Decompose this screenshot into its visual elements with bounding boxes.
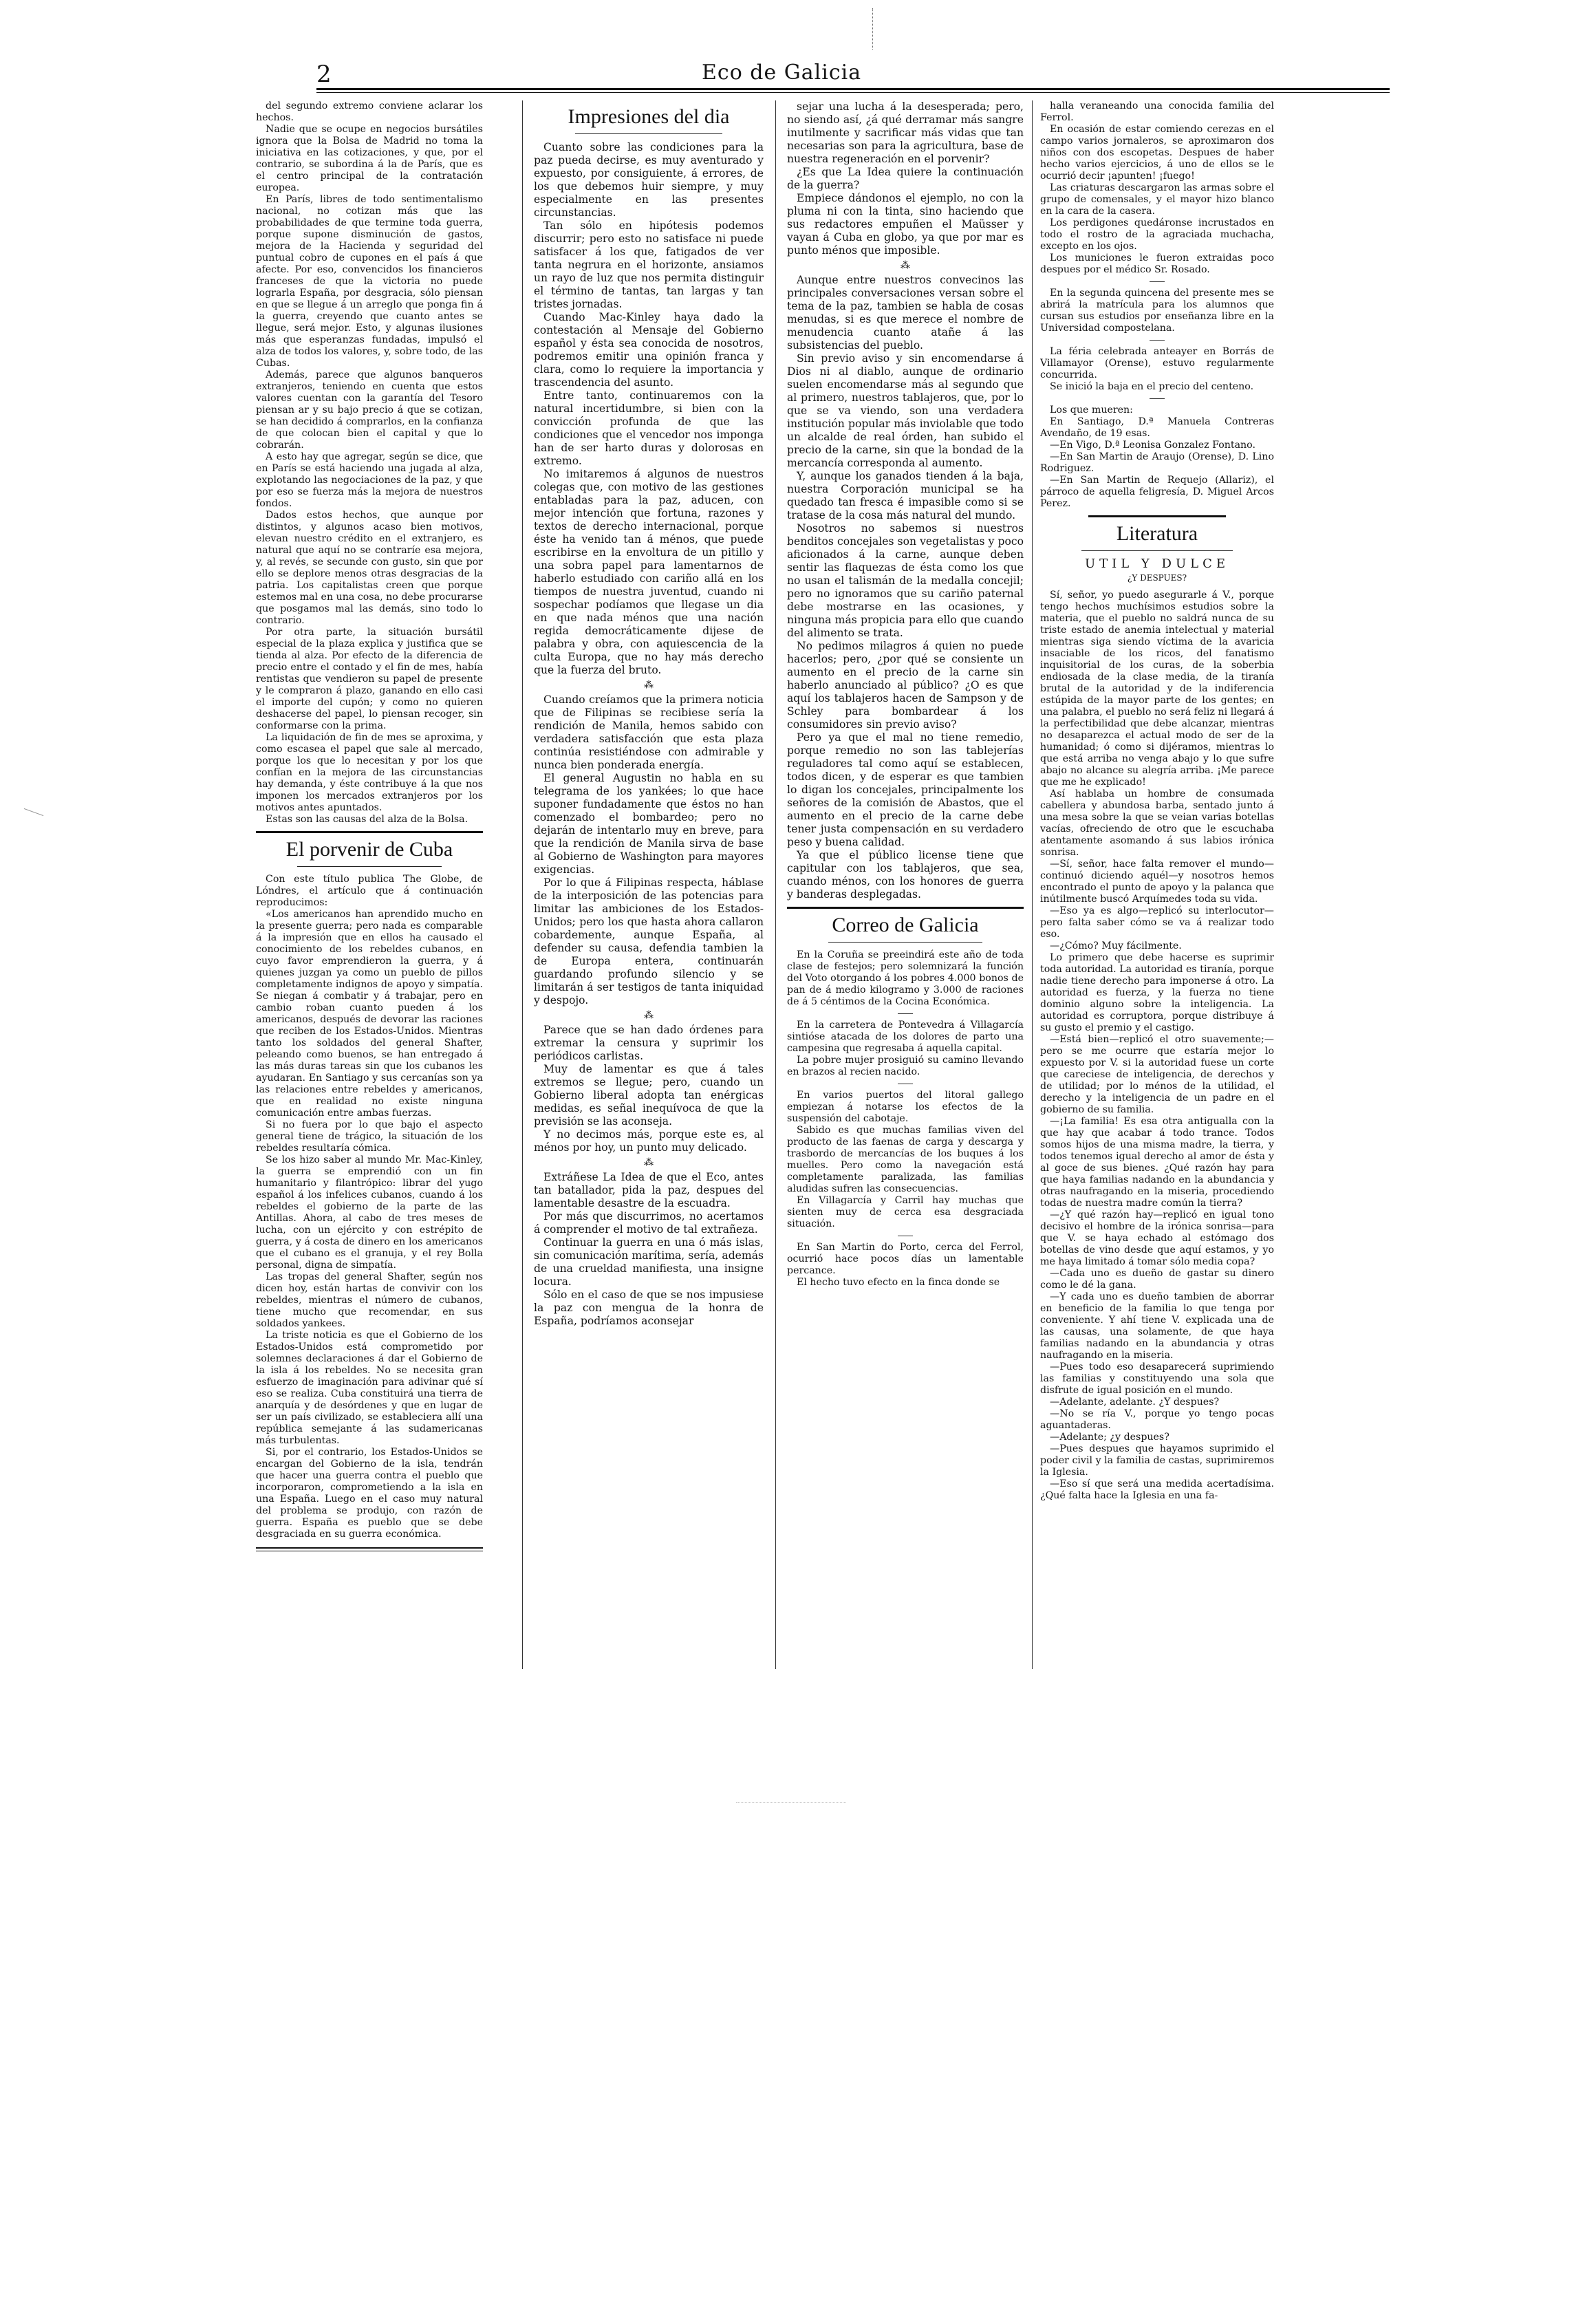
page-header [316, 59, 1390, 89]
paragraph: ¿Es que La Idea quiere la continuación de la guerra? [787, 166, 1024, 191]
column-divider [775, 100, 776, 1669]
paragraph: La liquidación de fin de mes se aproxima, y como escasea el papel que sale al mercado, porque los que lo necesitan y por los que confían en la mejora de las circunstancias hay demanda, y éste contribuye á la que nos imponen los mercados extranjeros por los motivos antes apuntados. [256, 732, 483, 813]
paragraph: —Adelante, adelante. ¿Y despues? [1050, 1397, 1220, 1408]
correo-galicia-news [787, 949, 1024, 1289]
paragraph: —Está bien—replicó el otro suavemente;—pero se me ocurre que estaría mejor lo expuesto por V. si la autoridad fuese un corte que careciese de inteligencia, de derechos y de utilidad; por lo ménos de la utilidad, el derecho y la inteligencia de un padre en el gobierno de su familia. [1040, 1034, 1274, 1115]
paragraph: Las tropas del general Shafter, según nos dicen hoy, están hartas de convivir con los rebeldes, mientras el número de cubanos, tiene mucho que recomendar, en sus soldados yankees. [256, 1271, 483, 1329]
news-item: En la Coruña se preeindirá este año de toda clase de festejos; pero solemnizará la función del Voto otorgando á los pobres 4.000 bonos de pan de á medio kilogramo y 3.000 de raciones de á 5 céntimos de la Cocina Económica. [787, 949, 1024, 1007]
paragraph: Empiece dándonos el ejemplo, no con la pluma ni con la tinta, sino haciendo que sus redactores empuñen el Maüsser y vayan á Cuba en globo, ya que por mar es punto ménos que imposible. [787, 192, 1024, 257]
paragraph: A esto hay que agregar, según se dice, que en París se está haciendo una jugada al alza, explotando las negociaciones de la paz, y que por eso se fuerza más la mejora de nuestros fondos. [256, 451, 483, 509]
news-item: Los perdigones quedáronse incrustados en todo el rostro de la agraciada muchacha, excepto en los ojos. [1040, 217, 1274, 252]
paragraph: Cuanto sobre las condiciones para la paz pueda decirse, es muy aventurado y expuesto, por consiguiente, á errores, de los que debemos huir siempre, y muy especialmente en las presentes circunstancias. [534, 141, 764, 219]
paragraph: —Cada uno es dueño de gastar su dinero como le dé la gana. [1040, 1268, 1274, 1291]
paragraph: Dados estos hechos, que aunque por distintos, y algunos acaso bien motivos, elevan nuestro crédito en el extranjero, es natural que aquí no se contraríe esa mejora, y, al revés, se secunde con gusto, sin que por ello se deplore menos otras desgracias de la patria. Los capitalistas creen que porque estemos mal en una cosa, no debe procurarse que posgamos mal las demás, sino todo lo contrario. [256, 510, 483, 626]
scan-artifact [872, 8, 874, 50]
news-item: En San Martin do Porto, cerca del Ferrol, ocurrió hace pocos días un lamentable percance. [787, 1242, 1024, 1276]
paragraph: Tan sólo en hipótesis podemos discurrir; pero esto no satisface ni puede satisfacer á los que, fatigados de ver tanta negrura en el horizonte, ansiamos un rayo de luz que nos permita distinguir el término de tantas, tan largas y tan tristes jornadas. [534, 219, 764, 310]
paragraph: —Eso ya es algo—replicó su interlocutor—pero falta saber cómo se va á realizar todo eso. [1040, 905, 1274, 940]
paragraph: El general Augustin no habla en su telegrama de los yankées; lo que hace suponer fundadamente que éstos no han comenzado el bombardeo; pero no dejarán de intentarlo muy en breve, para que la rendición de Manila sirva de base al Gobierno de Washington para mayores exigencias. [534, 772, 764, 876]
story-title: ¿Y DESPUES? [1127, 573, 1187, 583]
paragraph: —Adelante; ¿y despues? [1050, 1432, 1169, 1443]
paragraph: —¿Y qué razón hay—replicó en igual tono decisivo el hombre de la irónica sonrisa—para que V. se haya echado al estómago dos botellas de vino desde que aquí estamos, y yo me haya limitado á tomar sólo media copa? [1040, 1209, 1274, 1267]
paragraph: Y, aunque los ganados tienden á la baja, nuestra Corporación municipal se ha quedado tan fresca é impasible como si se tratase de la cosa más natural del mundo. [787, 470, 1024, 521]
paragraph: —¡La familia! Es esa otra antigualla con la que hay que acabar á todo trance. Todos somos hijos de una misma madre, la tierra, y todos tenemos igual derecho al amor de ésta y al goce de sus bienes. ¿Qué razón hay para que haya familias nadando en la abundancia y otras naufragando en la miseria, procediendo todas de nuestra madre común la tierra? [1040, 1116, 1274, 1209]
paragraph: No pedimos milagros á quien no puede hacerlos; pero, ¿por qué se consiente un aumento en el precio de la carne sin haberlo anunciado al público? ¿O es que aquí los tablajeros hacen de Sampson y de Schley para bombardear á los consumidores sin previo aviso? [787, 640, 1024, 731]
obituary-item: —En San Martin de Requejo (Allariz), el párroco de aquella feligresía, D. Miguel Arcos Perez. [1040, 475, 1274, 509]
news-item: Sabido es que muchas familias viven del producto de las faenas de carga y descarga y trasbordo de mercancías de los buques á los muelles. Pero como la navegación está completamente paralizada, las familias aludidas sufren las consecuencias. [787, 1125, 1024, 1194]
paragraph: Por lo que á Filipinas respecta, háblase de la interposición de las potencias para limitar las ambiciones de los Estados-Unidos; pero los que hasta ahora callaron cobardemente, aunque España, al defender su causa, defendia tambien la de Europa entera, continuarán guardando profundo silencio y se limitarán á ser testigos de tanta iniquidad y despojo. [534, 876, 764, 1006]
paragraph: Si no fuera por lo que bajo el aspecto general tiene de trágico, la situación de los rebeldes resultaría cómica. [256, 1119, 483, 1154]
paragraph: Nadie que se ocupe en negocios bursátiles ignora que la Bolsa de Madrid no toma la iniciativa en las cotizaciones, y que, por el contrario, se subordina á la de París, que es el centro principal de la contratación europea. [256, 124, 483, 193]
section-title-impresiones: Impresiones del dia [568, 105, 730, 128]
story-series-title: UTIL Y DULCE [1084, 557, 1230, 571]
scan-artifact [24, 808, 44, 816]
header-rule-thin [316, 92, 1390, 93]
news-item: En varios puertos del litoral gallego empiezan á notarse los efectos de la suspensión del cabotaje. [787, 1090, 1024, 1124]
title-underline [297, 866, 442, 867]
news-item: La féria celebrada anteayer en Borrás de Villamayor (Orense), estuvo regularmente concurrida. [1040, 346, 1274, 380]
news-separator [898, 1013, 913, 1014]
news-item: El hecho tuvo efecto en la finca donde se [797, 1277, 1000, 1288]
news-separator [1150, 340, 1165, 341]
news-item: Las criaturas descargaron las armas sobre el grupo de comensales, y el mayor hizo blanco en la cara de la casera. [1040, 182, 1274, 217]
page-number: 2 [316, 61, 332, 88]
title-underline [575, 133, 722, 134]
paragraph: Además, parece que algunos banqueros extranjeros, teniendo en cuenta que estos valores cuentan con la garantía del Tesoro piensan ar y su bajo precio á que se cotizan, se han decidido á comprarlos, en la confianza de que colocan bien el capital y que lo cobrarán. [256, 369, 483, 451]
news-item: En ocasión de estar comiendo cerezas en el campo varios jornaleros, se aproximaron dos niños con dos escopetas. Despues de haber hecho varios ejercicios, á uno de ellos se le ocurrió decir ¡apunten! ¡fuego! [1040, 124, 1274, 182]
paragraph: Y no decimos más, porque este es, al ménos por hoy, un punto muy delicado. [534, 1128, 764, 1154]
paragraph: Así hablaba un hombre de consumada cabellera y abundosa barba, sentado junto á una mesa sobre la que se veian varias botellas vacías, ofreciendo de otro que le escuchaba atentamente asomando á sus labios irónica sonrisa. [1040, 788, 1274, 858]
scan-artifact [736, 1802, 846, 1803]
paragraph: —Sí, señor, hace falta remover el mundo—continuó diciendo aquél—y nosotros hemos encontrado el punto de apoyo y la palanca que inútilmente buscó Arquímedes toda su vida. [1040, 859, 1274, 905]
paragraph: Muy de lamentar es que á tales extremos se llegue; pero, cuando un Gobierno liberal adopta tan enérgicas medidas, es señal inequívoca de que la previsión se las aconseja. [534, 1063, 764, 1128]
column-3 [787, 100, 1024, 1687]
section-rule [1088, 515, 1226, 517]
news-item: Los municiones le fueron extraidas poco despues por el médico Sr. Rosado. [1040, 252, 1274, 275]
paragraph: —Eso sí que será una medida acertadísima. ¿Qué falta hace la Iglesia en una fa- [1040, 1478, 1274, 1501]
paragraph: Nosotros no sabemos si nuestros benditos concejales son vegetalistas y poco aficionados á la carne, aunque deben sentir las flaquezas de ésta como los que no usan el talismán de la medalla concejil; pero no ignoramos que su cariño paternal debe mostrarse en las ocasiones, y ninguna más propicia para ello que cuando del alimento se trata. [787, 522, 1024, 639]
paragraph: Sí, señor, yo puedo asegurarle á V., porque tengo hechos muchísimos estudios sobre la materia, que el pueblo no saldrá nunca de su triste estado de anemia intelectual y material mientras siga siendo víctima de la avaricia insaciable de los ricos, del fanatismo inquisitorial de los curas, de la soberbia endiosada de la clase media, de la tiranía brutal de la autoridad y de la indiferencia estúpida de la mayor parte de los gentes; en una palabra, el pueblo no será feliz ni llegará á la perfectibilidad que debe alcanzar, mientras no desaparezca el actual modo de ser de la humanidad; ó como si dijéramos, mientras lo que está arriba no venga abajo y lo que sufre abajo no alcance su alegría arriba. ¡Me parece que me he explicado! [1040, 590, 1274, 788]
paragraph: En París, libres de todo sentimentalismo nacional, no cotizan más que las probabilidades de que termine toda guerra, porque supone disminución de gastos, mejora de la Hacienda y seguridad del puntual cobro de cupones en el país á que afecte. Por eso, convencidos los financieros franceses de que la victoria no puede lograrla España, por desgracia, sólo piensan en que se llegue á un arreglo que ponga fin á la guerra, creyendo que cuanto antes se llegue, será mejor. Esto, y algunas ilusiones más que esperanzas fundadas, impulsó el alza de todos los valores, y, sobre todo, de las Cubas. [256, 194, 483, 369]
paragraph: La triste noticia es que el Gobierno de los Estados-Unidos está comprometido por solemnes declaraciones á dar el Gobierno de la isla á los rebeldes. No se necesita gran esfuerzo de imaginación para adivinar qué sí eso se realiza. Cuba constituirá una tierra de anarquía y de desórdenes y que en lugar de ser un país civilizado, se estableciera allí una república semejante á las sudamericanas más turbulentas. [256, 1330, 483, 1446]
asterism-separator: ⁂ [644, 1157, 654, 1168]
paragraph: Parece que se han dado órdenes para extremar la censura y suprimir los periódicos carlistas. [534, 1024, 764, 1062]
title-underline [828, 942, 982, 943]
paragraph: —Pues todo eso desaparecerá suprimiendo las familias y constituyendo una sola que disfrute de igual posición en el mundo. [1040, 1361, 1274, 1396]
end-rule [256, 1547, 483, 1549]
paragraph: Lo primero que debe hacerse es suprimir toda autoridad. La autoridad es tiranía, porque nadie tiene derecho para imponerse á otro. La autoridad es fuerza, y la fuerza no tiene dominio alguno sobre la inteligencia. La autoridad es corruptora, porque distribuye á su gusto el premio y el castigo. [1040, 952, 1274, 1033]
paragraph: No imitaremos á algunos de nuestros colegas que, con motivo de las gestiones entabladas para la paz, aducen, con mejor intención que fortuna, razones y textos de derecho internacional, porque éste ha venido tan á ménos, que puede escribirse en la envoltura de un pitillo y una sobra papel para lamentarnos de haberlo estudiado con cariño allá en los tiempos de nuestra juventud, cuando ni sospechar podíamos que llegase un dia en que nada ménos que una nación regida democráticamente dijese de palabra y obra, con aquiescencia de la culta Europa, que no hay más derecho que la fuerza del bruto. [534, 468, 764, 676]
paragraph: sejar una lucha á la desesperada; pero, no siendo así, ¿á qué derramar más sangre inutilmente y sacrificar más vidas que tan necesarias son para la agricultura, base de nuestra regeneración en el porvenir? [787, 100, 1024, 165]
news-item: En la segunda quincena del presente mes se abrirá la matrícula para los alumnos que cursan sus estudios por enseñanza libre en la Universidad compostelana. [1040, 288, 1274, 334]
header-rule [316, 88, 1390, 90]
paragraph: Entre tanto, continuaremos con la natural incertidumbre, si bien con la convicción profunda de que las condiciones que el vencedor nos imponga han de ser harto duras y dolorosas en extremo. [534, 389, 764, 467]
paragraph: Sólo en el caso de que se nos impusiese la paz con mengua de la honra de España, podríamos aconsejar [534, 1289, 764, 1327]
title-underline [1081, 550, 1233, 551]
obituary-item: —En Vigo, D.ª Leonisa Gonzalez Fontano. [1050, 440, 1255, 451]
paragraph: Sin previo aviso y sin encomendarse á Dios ni al diablo, aunque de ordinario suelen encomendarse más al segundo que al primero, nuestros tablajeros, que, por lo que se va viendo, son una verdadera institución popular más inviolable que todo un alcalde de real órden, han subido el precio de la carne, sin que la bondad de la mercancía corresponda al aumento. [787, 352, 1024, 469]
newspaper-title: Eco de Galicia [702, 61, 862, 85]
news-separator [1150, 281, 1165, 282]
paragraph: —Y cada uno es dueño tambien de aborrar en beneficio de la familia lo que tenga por conveniente. Y ahí tiene V. explicada una de las causas, una solamente, de que haya familias nadando en la abundancia y otras naufragando en la miseria. [1040, 1291, 1274, 1361]
section-title-literatura: Literatura [1116, 522, 1198, 545]
news-item: Se inició la baja en el precio del centeno. [1050, 381, 1254, 392]
column-1 [256, 100, 483, 1662]
section-title-correo-galicia: Correo de Galicia [832, 914, 979, 936]
paragraph: —¿Cómo? Muy fácilmente. [1050, 940, 1182, 951]
paragraph: Pero ya que el mal no tiene remedio, porque remedio no son las tablejerías reguladores tal como aquí se establecen, todos dicen, y de esperar es que tambien lo digan los concejales, principalmente los señores de la comisión de Abastos, que el aumento en el precio de la carne debe tener justa compensación en su verdadero peso y buena calidad. [787, 731, 1024, 848]
paragraph: del segundo extremo conviene aclarar los hechos. [256, 100, 483, 123]
obituary-head: Los que mueren: [1050, 405, 1133, 416]
paragraph: Cuando creíamos que la primera noticia que de Filipinas se recibiese sería la rendición de Manila, hemos sabido con verdadera satisfacción que esta plaza continúa resistiéndose con admirable y nunca bien ponderada energía. [534, 693, 764, 771]
section-rule [787, 907, 1024, 909]
paragraph: —No se ría V., porque yo tengo pocas aguantaderas. [1040, 1408, 1274, 1431]
paragraph: Si, por el contrario, los Estados-Unidos se encargan del Gobierno de la isla, tendrán que hacer una guerra contra el pueblo que incorporaron, comprometiendo a la isla en una España. Luego en el caso muy natural del problema se produjo, con razón de guerra. España es pueblo que se debe desgraciada en su guerra económica. [256, 1447, 483, 1540]
column-divider [522, 100, 523, 1669]
bolsa-article [256, 100, 483, 826]
paragraph: Cuando Mac-Kinley haya dado la contestación al Mensaje del Gobierno español y ésta sea conocida de nosotros, podremos emitir una opinión franca y clara, como lo requiere la importancia y trascendencia del asunto. [534, 311, 764, 389]
column-2 [534, 100, 764, 1636]
paragraph: Estas son las causas del alza de la Bolsa. [266, 814, 468, 825]
news-item: halla veraneando una conocida familia del Ferrol. [1040, 100, 1274, 123]
news-item: En Villagarcía y Carril hay muchas que sienten muy de cerca esa desgraciada situación. [787, 1195, 1024, 1229]
section-title-porvenir-cuba: El porvenir de Cuba [285, 838, 453, 861]
news-item: En la carretera de Pontevedra á Villagarcía sintióse atacada de los dolores de parto una campesina que regresaba á aquella capital. [787, 1020, 1024, 1054]
news-separator [1150, 398, 1165, 399]
column-divider [1032, 100, 1033, 1669]
paragraph: Ya que el público license tiene que capitular con los tablajeros, que sea, cuando ménos, con los honores de guerra y banderas desplegadas. [787, 849, 1024, 901]
paragraph: Por otra parte, la situación bursátil especial de la plaza explica y justifica que se tienda al alza. Por efecto de la diferencia de precio entre el contado y el fin de mes, había rentistas que vendieron su papel de presente y le compraron á plazo, ganando en ello casi el importe del cupón; y como no quieren deshacerse del papel, lo piensan recoger, sin conformarse con la prima. [256, 627, 483, 731]
paragraph: Se los hizo saber al mundo Mr. Mac-Kinley, la guerra se emprendió con un fin humanitario y filantrópico: librar del yugo español á los infelices cubanos, cuando á los rebeldes el gobierno de la parte de las Antillas. Ahora, al cabo de tres meses de lucha, con un ejército y con estrépito de guerra, y á costa de dinero en los americanos que el cubano es el granuja, y el rey Bolla personal, digna de simpatía. [256, 1154, 483, 1271]
paragraph: Con este título publica The Globe, de Lóndres, el artículo que á continuación reproducimos: [256, 874, 483, 908]
section-rule [256, 831, 483, 833]
column-4 [1040, 100, 1274, 1641]
asterism-separator: ⁂ [901, 260, 910, 271]
news-item: La pobre mujer prosiguió su camino llevando en brazos al recien nacido. [787, 1055, 1024, 1077]
asterism-separator: ⁂ [644, 1010, 654, 1021]
paragraph: «Los americanos han aprendido mucho en la presente guerra; pero nada es comparable á la impresión que en ellos ha causado el conocimiento de los rebeldes cubanos, en cuyo favor emprendieron la guerra, y á quienes juzgan ya como un pueblo de pillos completamente indignos de apoyo y simpatía. Se niegan á combatir y á trabajar, pero en cambio roban cuanto pueden á los americanos, después de devorar las raciones que reciben de los Estados-Unidos. Mientras tanto los soldados del general Shafter, peleando como buenos, se han entregado á las más duras tareas sin que los cubanos les ayudaran. En Santiago y sus cercanías son ya las relaciones entre rebeldes y americanos, que en realidad no existe ninguna comunicación entre ambas fuerzas. [256, 909, 483, 1119]
asterism-separator: ⁂ [644, 680, 654, 691]
obituary-item: —En San Martin de Araujo (Orense), D. Lino Rodriguez. [1040, 451, 1274, 474]
paragraph: —Pues despues que hayamos suprimido el poder civil y la familia de castas, suprimiremos la Iglesia. [1040, 1443, 1274, 1478]
paragraph: Continuar la guerra en una ó más islas, sin comunicación marítima, sería, además de una crueldad manifiesta, una insigne locura. [534, 1236, 764, 1288]
obituary-item: En Santiago, D.ª Manuela Contreras Avendaño, de 19 esas. [1040, 416, 1274, 439]
paragraph: Extráñese La Idea de que el Eco, antes tan batallador, pida la paz, despues del lamentable desastre de la escuadra. [534, 1171, 764, 1209]
porvenir-cuba-article [256, 874, 483, 1540]
paragraph: Por más que discurrimos, no acertamos á comprender el motivo de tal extrañeza. [534, 1210, 764, 1236]
paragraph: Aunque entre nuestros convecinos las principales conversaciones versan sobre el tema de la paz, tambien se habla de cosas menudas, si es que merece el nombre de menudencia cuanto atañe á las subsistencias del pueblo. [787, 274, 1024, 352]
